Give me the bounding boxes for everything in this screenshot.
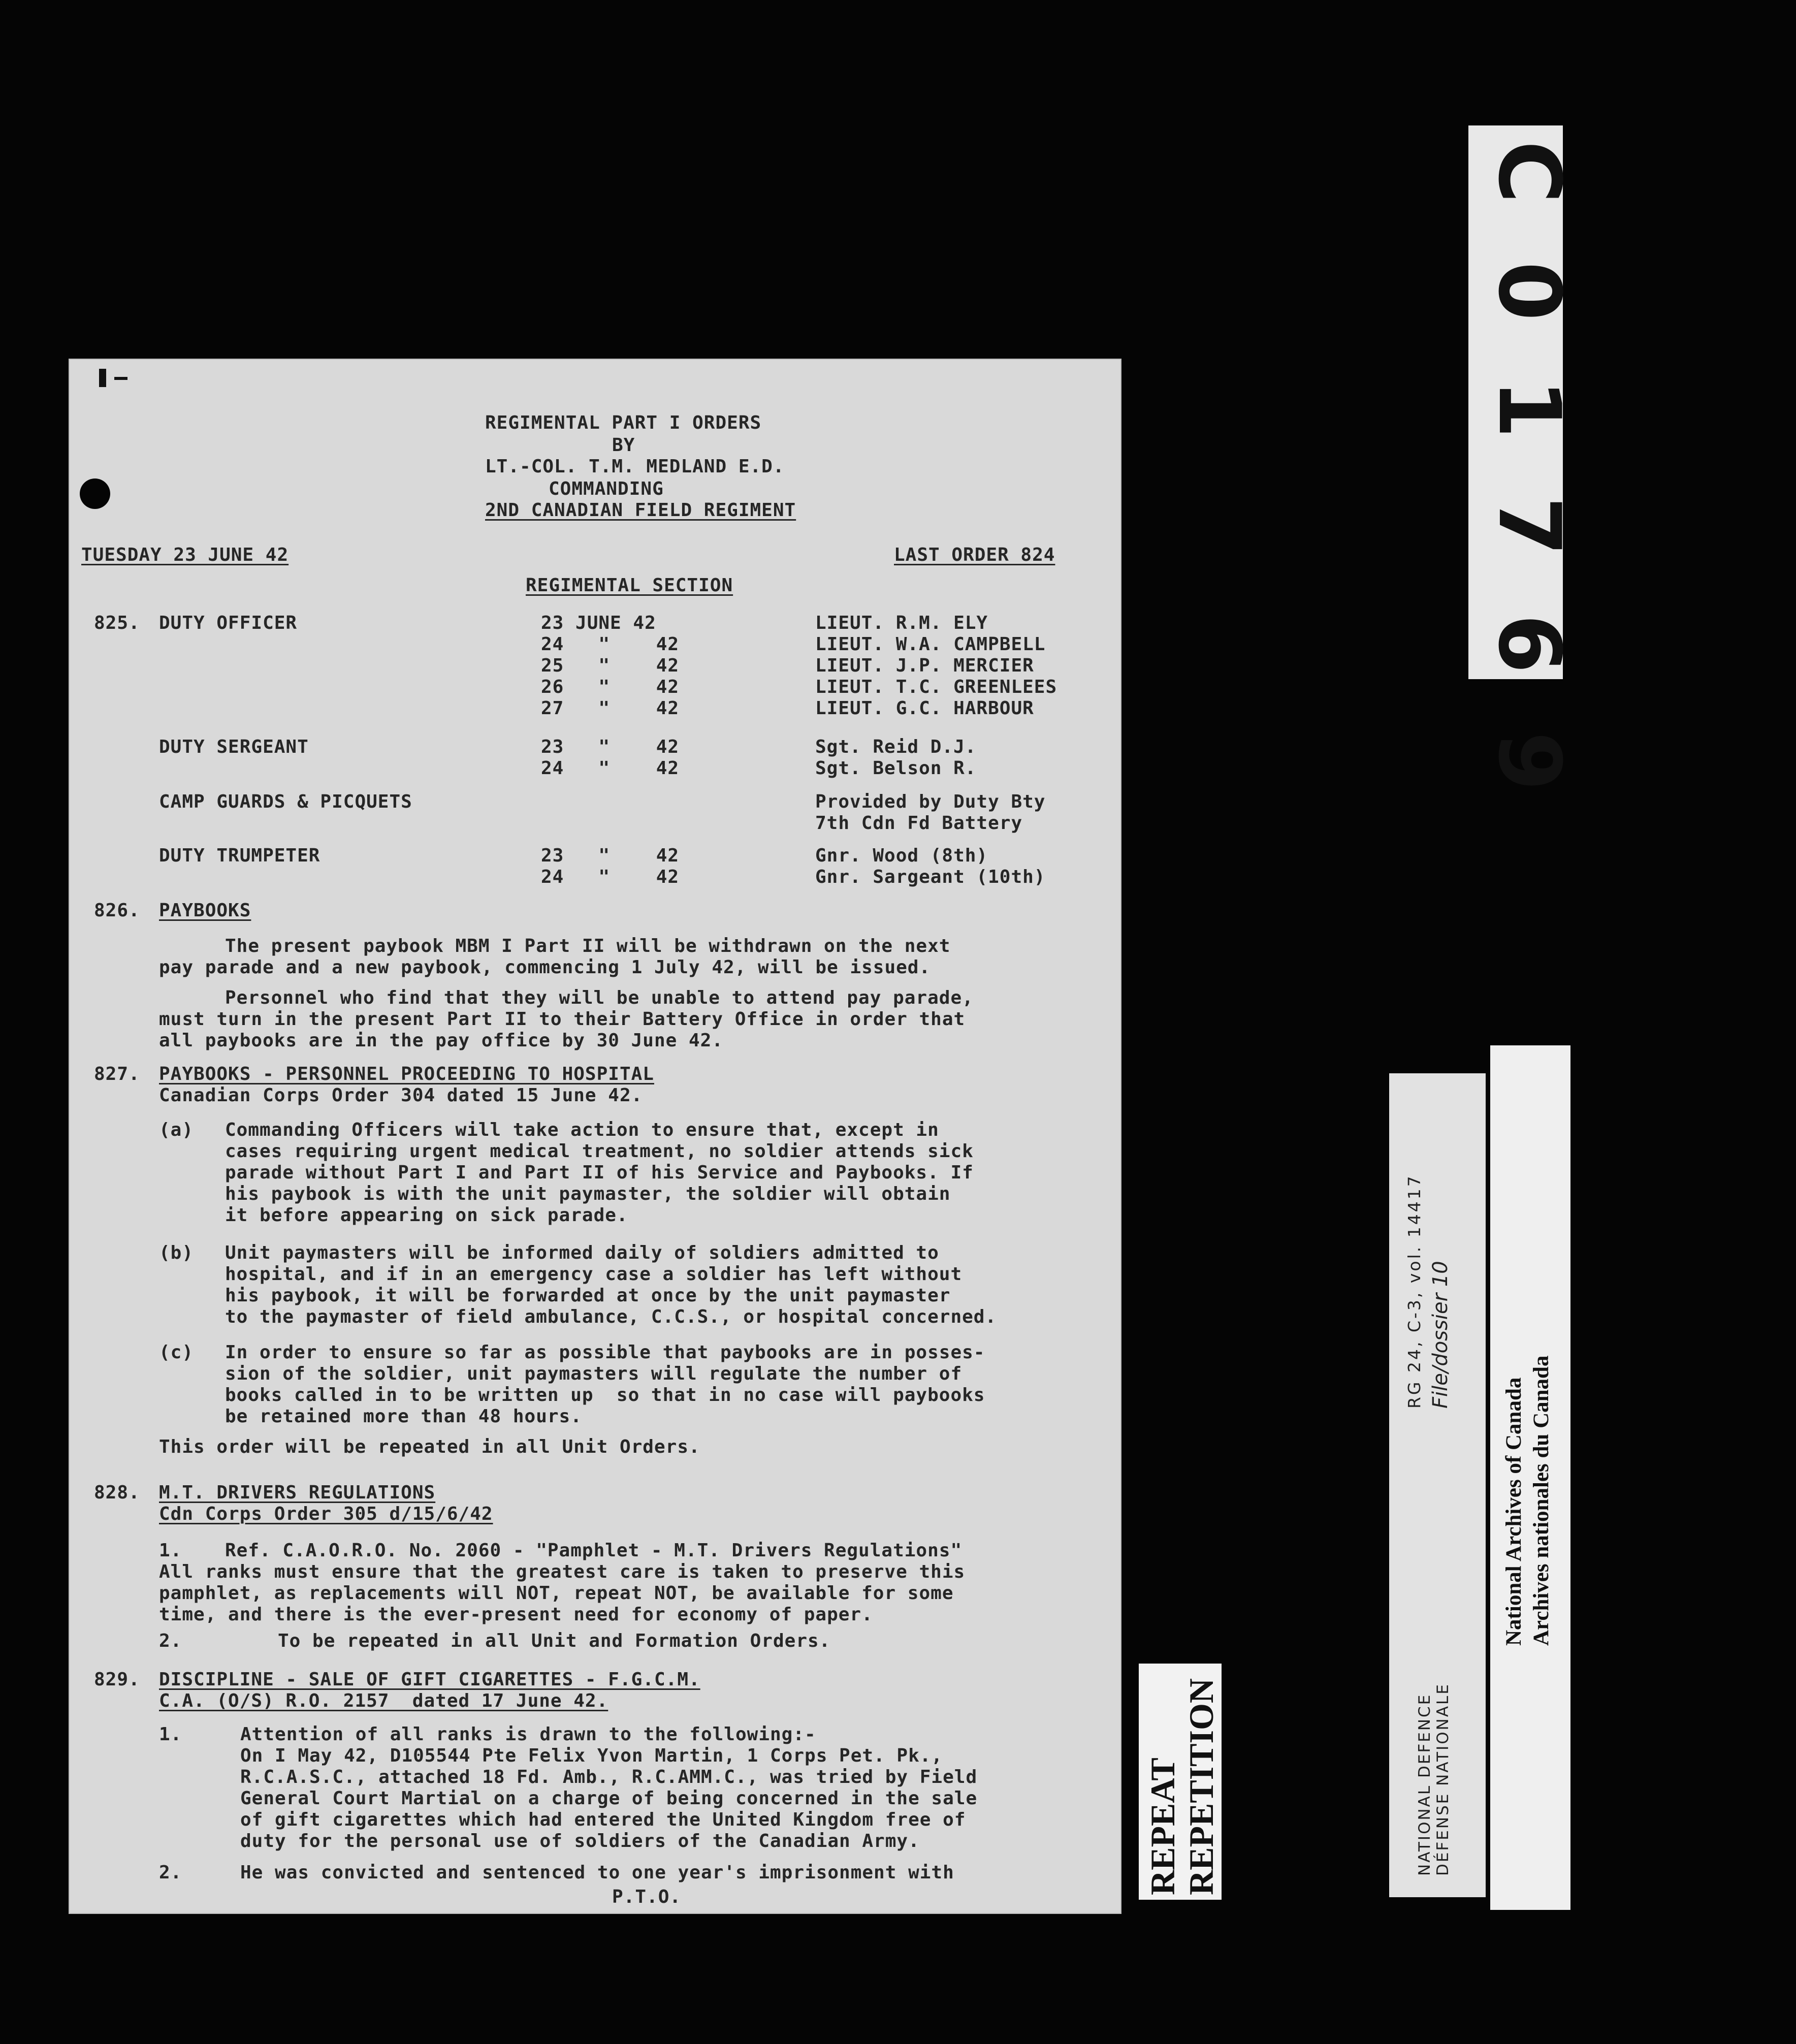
duty-sergeant-label: DUTY SERGEANT (159, 737, 309, 757)
item-number: 826. (94, 900, 140, 921)
roster-name: LIEUT. G.C. HARBOUR (815, 698, 1034, 719)
para-number: 2. (159, 1631, 182, 1651)
header-line-2: BY (612, 435, 635, 456)
archives-label (1490, 1045, 1570, 1910)
roster-date: 23 " 42 (541, 845, 680, 866)
text-line: He was convicted and sentenced to one year's imprisonment with (240, 1862, 954, 1883)
text-line: pay parade and a new paybook, commencing 1 July 42, will be issued. (159, 957, 931, 978)
text-line: all paybooks are in the pay office by 30 June 42. (159, 1030, 724, 1051)
item-reference: Canadian Corps Order 304 dated 15 June 42. (159, 1085, 643, 1106)
text-line: hospital, and if in an emergency case a soldier has left without (225, 1264, 963, 1285)
text-line: must turn in the present Part II to their Battery Office in order that (159, 1009, 966, 1030)
text-line: Ref. C.A.O.R.O. No. 2060 - "Pamphlet - M.T. Drivers Regulations" (225, 1540, 963, 1561)
text-line: be retained more than 48 hours. (225, 1406, 582, 1427)
text-line: it before appearing on sick parade. (225, 1205, 628, 1226)
punch-mark (114, 377, 127, 380)
text-line: cases requiring urgent medical treatment, no soldier attends sick (225, 1141, 974, 1162)
duty-officer-label: DUTY OFFICER (159, 613, 298, 633)
text-line: pamphlet, as replacements will NOT, repeat NOT, be available for some (159, 1583, 954, 1604)
subpara-label: (c) (159, 1342, 194, 1363)
reference-line: File/dossier 10 (1429, 1261, 1452, 1409)
order-document (69, 359, 1121, 1914)
archives-line: Archives nationales du Canada (1529, 1355, 1553, 1646)
roster-date: 24 " 42 (541, 758, 680, 779)
text-line: The present paybook MBM I Part II will be withdrawn on the next (225, 936, 951, 956)
para-number: 1. (159, 1540, 182, 1561)
binder-hole (80, 478, 110, 509)
roster-name: LIEUT. R.M. ELY (815, 613, 988, 633)
roster-date: 24 " 42 (541, 634, 680, 655)
duty-trumpeter-label: DUTY TRUMPETER (159, 845, 320, 866)
text-line: his paybook is with the unit paymaster, the soldier will obtain (225, 1184, 951, 1204)
camp-guards-label: CAMP GUARDS & PICQUETS (159, 791, 412, 812)
text-line: This order will be repeated in all Unit Orders. (159, 1436, 700, 1457)
item-number: 827. (94, 1064, 140, 1084)
reference-label (1389, 1073, 1486, 1897)
text-line: books called in to be written up so that in no case will paybooks (225, 1385, 985, 1406)
archives-line: National Archives of Canada (1502, 1377, 1526, 1646)
last-order: LAST ORDER 824 (894, 545, 1055, 565)
header-line-4: COMMANDING (549, 478, 664, 499)
text-line: duty for the personal use of soldiers of the Canadian Army. (240, 1831, 920, 1851)
header-line-3: LT.-COL. T.M. MEDLAND E.D. (485, 456, 785, 477)
item-title: M.T. DRIVERS REGULATIONS (159, 1482, 436, 1503)
reference-line: RG 24, C-3, vol. 14417 (1404, 1174, 1424, 1409)
item-number: 829. (94, 1669, 140, 1690)
text-line: sion of the soldier, unit paymasters will regulate the number of (225, 1363, 963, 1384)
order-date: TUESDAY 23 JUNE 42 (81, 545, 289, 565)
roster-name: Sgt. Reid D.J. (815, 737, 977, 757)
section-title: REGIMENTAL SECTION (526, 575, 733, 596)
item-reference: C.A. (O/S) R.O. 2157 dated 17 June 42. (159, 1690, 608, 1711)
roster-date: 27 " 42 (541, 698, 680, 719)
camp-guards-line: 7th Cdn Fd Battery (815, 813, 1023, 834)
para-number: 1. (159, 1724, 182, 1745)
item-title: DISCIPLINE - SALE OF GIFT CIGARETTES - F.G.C.M. (159, 1669, 700, 1690)
roster-name: Sgt. Belson R. (815, 758, 977, 779)
camp-guards-line: Provided by Duty Bty (815, 791, 1046, 812)
text-line: of gift cigarettes which had entered the United Kingdom free of (240, 1809, 966, 1830)
roster-name: Gnr. Wood (8th) (815, 845, 988, 866)
text-line: R.C.A.S.C., attached 18 Fd. Amb., R.C.AMM.C., was tried by Field (240, 1767, 978, 1787)
para-number: 2. (159, 1862, 182, 1883)
roster-name: Gnr. Sargeant (10th) (815, 867, 1046, 887)
subpara-label: (b) (159, 1242, 194, 1263)
punch-mark (99, 369, 106, 387)
text-line: Personnel who find that they will be unable to attend pay parade, (225, 987, 974, 1008)
national-defence-line: NATIONAL DEFENCE (1416, 1693, 1434, 1876)
item-number: 825. (94, 613, 140, 633)
roster-name: LIEUT. J.P. MERCIER (815, 655, 1034, 676)
roster-name: LIEUT. T.C. GREENLEES (815, 677, 1057, 697)
text-line: his paybook, it will be forwarded at once by the unit paymaster (225, 1285, 951, 1306)
item-number: 828. (94, 1482, 140, 1503)
text-line: Unit paymasters will be informed daily of soldiers admitted to (225, 1242, 939, 1263)
subpara-label: (a) (159, 1120, 194, 1140)
text-line: On I May 42, D105544 Pte Felix Yvon Martin, 1 Corps Pet. Pk., (240, 1745, 943, 1766)
text-line: To be repeated in all Unit and Formation Orders. (278, 1631, 831, 1651)
pto-note: P.T.O. (612, 1887, 682, 1907)
text-line: to the paymaster of field ambulance, C.C.S., or hospital concerned. (225, 1306, 997, 1327)
repeat-line: REPEAT (1143, 1758, 1182, 1895)
national-defence-line: DÉFENSE NATIONALE (1434, 1683, 1452, 1876)
roster-date: 26 " 42 (541, 677, 680, 697)
item-title: PAYBOOKS (159, 900, 251, 921)
item-reference: Cdn Corps Order 305 d/15/6/42 (159, 1504, 493, 1524)
text-line: Commanding Officers will take action to ensure that, except in (225, 1120, 939, 1140)
reel-number: C 0 1 7 6 9 (1480, 141, 1579, 806)
text-line: All ranks must ensure that the greatest care is taken to preserve this (159, 1561, 966, 1582)
roster-date: 25 " 42 (541, 655, 680, 676)
reel-number-label (1468, 125, 1579, 806)
text-line: General Court Martial on a charge of being concerned in the sale (240, 1788, 978, 1809)
roster-name: LIEUT. W.A. CAMPBELL (815, 634, 1046, 655)
repeat-line: REPETITION (1182, 1678, 1221, 1895)
text-line: Attention of all ranks is drawn to the following:- (240, 1724, 816, 1745)
text-line: In order to ensure so far as possible that paybooks are in posses- (225, 1342, 985, 1363)
repeat-label (1139, 1664, 1222, 1900)
roster-date: 24 " 42 (541, 867, 680, 887)
roster-date: 23 JUNE 42 (541, 613, 656, 633)
header-line-5: 2ND CANADIAN FIELD REGIMENT (485, 500, 796, 521)
text-line: parade without Part I and Part II of his Service and Paybooks. If (225, 1162, 974, 1183)
header-line-1: REGIMENTAL PART I ORDERS (485, 412, 762, 433)
text-line: time, and there is the ever-present need for economy of paper. (159, 1604, 873, 1625)
item-title: PAYBOOKS - PERSONNEL PROCEEDING TO HOSPITAL (159, 1064, 654, 1084)
roster-date: 23 " 42 (541, 737, 680, 757)
